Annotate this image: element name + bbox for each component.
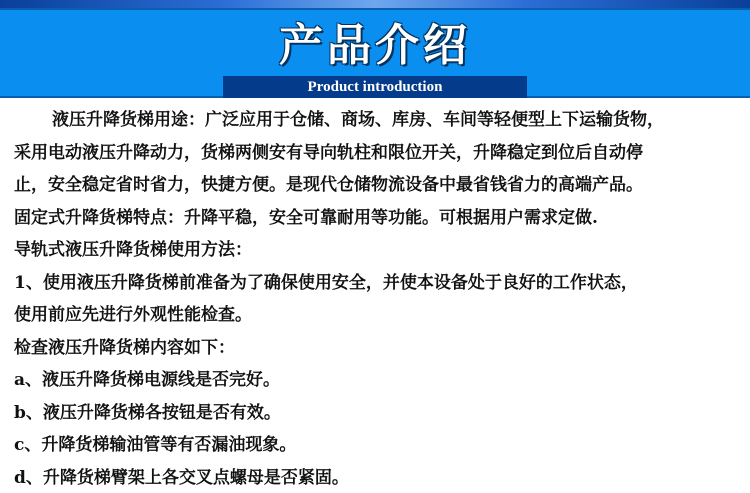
section-subtitle: Product introduction <box>223 76 527 98</box>
text-line-features: 固定式升降货梯特点：升降平稳，安全可靠耐用等功能。可根据用户需求定做. <box>14 207 598 228</box>
text-line: 止，安全稳定省时省力，快捷方便。是现代仓储物流设备中最省钱省力的高端产品。 <box>14 175 643 195</box>
text-line: 使用前应先进行外观性能检查。 <box>14 305 252 325</box>
top-decorative-strip <box>0 0 750 8</box>
text-line-check-b: b、液压升降货梯各按钮是否有效。 <box>14 402 281 423</box>
text-line-check-d: d、升降货梯臂架上各交叉点螺母是否紧固。 <box>14 467 349 488</box>
text-line-check-a: a、液压升降货梯电源线是否完好。 <box>14 370 281 390</box>
text-line: 采用电动液压升降动力，货梯两侧安有导向轨柱和限位开关，升降稳定到位后自动停 <box>14 142 643 163</box>
text-line-usage: 液压升降货梯用途：广泛应用于仓储、商场、库房、车间等轻便型上下运输货物， <box>52 110 664 130</box>
text-line-check-heading: 检查液压升降货梯内容如下： <box>14 337 235 358</box>
section-banner <box>0 8 750 98</box>
section-title: 产品介绍 <box>279 20 471 71</box>
description-text <box>14 104 740 493</box>
text-line-step-1: 1、使用液压升降货梯前准备为了确保使用安全，并使本设备处于良好的工作状态， <box>14 272 638 293</box>
text-line-check-c: c、升降货梯输油管等有否漏油现象。 <box>14 435 297 455</box>
text-line-method-heading: 导轨式液压升降货梯使用方法： <box>14 240 252 260</box>
